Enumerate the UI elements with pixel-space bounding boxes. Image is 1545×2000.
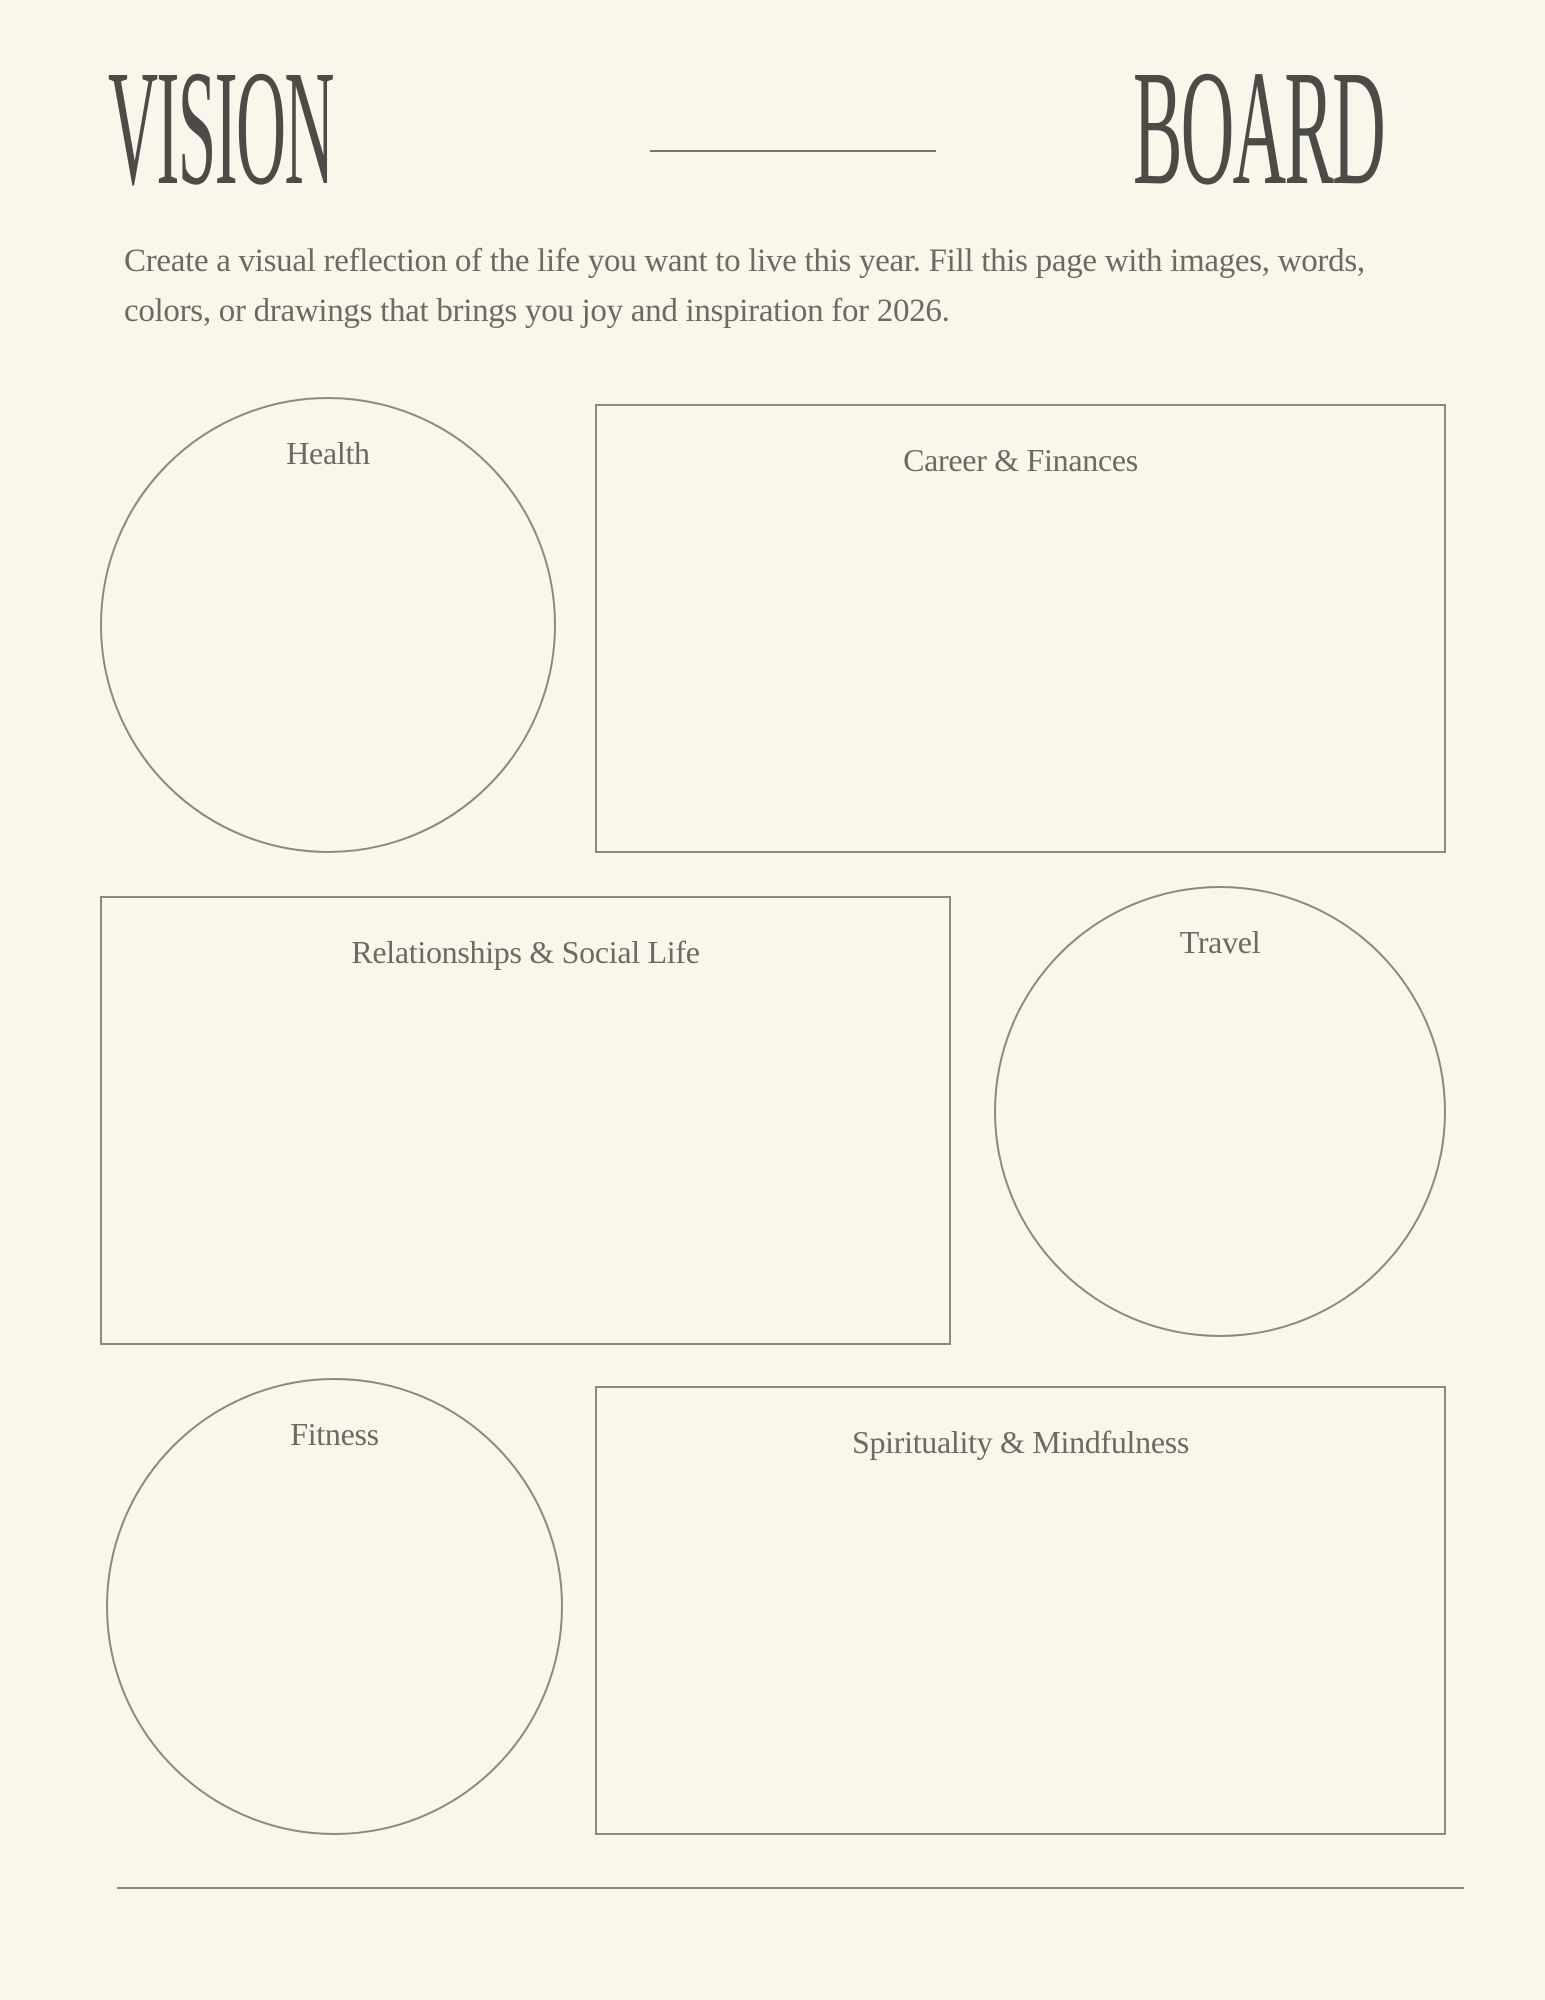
title-board: BOARD [1133, 36, 1384, 219]
spirituality-label: Spirituality & Mindfulness [851, 1424, 1190, 1460]
intro-text: Create a visual reflection of the life you want to live this year. Fill this page with images, words, colors, or drawings that brings you joy and inspiration for 2026. [124, 243, 1365, 329]
title-divider [650, 150, 936, 152]
health-label: Health [286, 435, 370, 471]
fitness-label: Fitness [290, 1416, 379, 1452]
bottom-divider [117, 1887, 1464, 1889]
relationships-box [100, 896, 951, 1345]
fitness-circle-frame [106, 1378, 563, 1835]
title-vision: VISION [108, 36, 333, 219]
travel-circle-frame [994, 886, 1446, 1337]
spirituality-box [595, 1386, 1446, 1835]
travel-label: Travel [1179, 924, 1261, 960]
career-finances-label: Career & Finances [903, 442, 1138, 478]
relationships-label: Relationships & Social Life [351, 934, 700, 970]
career-finances-box [595, 404, 1446, 853]
health-circle-frame [100, 397, 556, 853]
